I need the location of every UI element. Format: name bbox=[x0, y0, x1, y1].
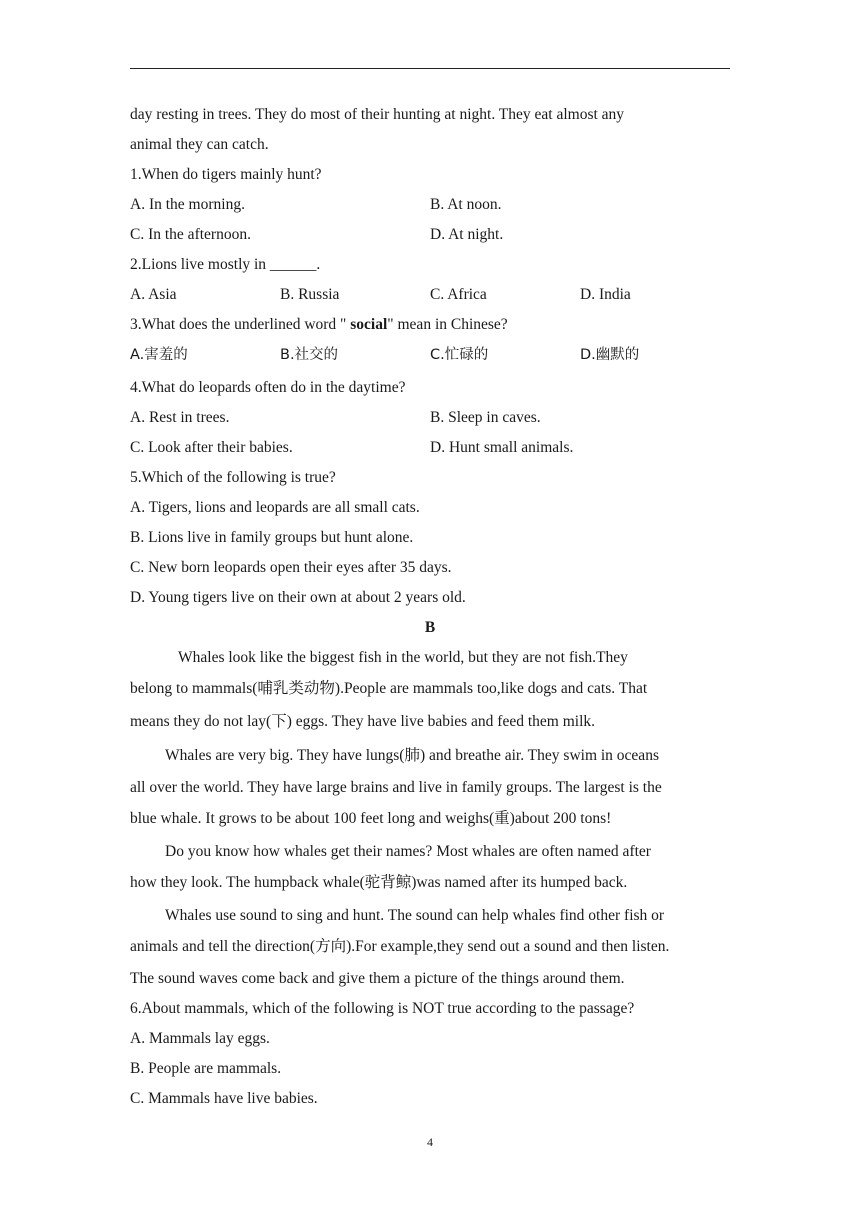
q6-option-b: B. People are mammals. bbox=[130, 1060, 282, 1077]
q3-stem-post: " mean in Chinese? bbox=[387, 316, 508, 333]
passage-b-line: Whales are very big. They have lungs(肺) and breathe air. They swim in oceans bbox=[165, 747, 659, 764]
passage-b-line: Whales look like the biggest fish in the world, but they are not fish.They bbox=[178, 649, 628, 666]
q3-option-c: C.忙碌的 bbox=[430, 347, 489, 363]
passage-b-line: The sound waves come back and give them a picture of the things around them. bbox=[130, 970, 625, 987]
q3-stem-pre: 3.What does the underlined word " bbox=[130, 316, 351, 333]
passage-b-line: animals and tell the direction(方向).For example,they send out a sound and then listen. bbox=[130, 938, 670, 955]
passage-line: animal they can catch. bbox=[130, 136, 269, 153]
q5-option-c: C. New born leopards open their eyes after 35 days. bbox=[130, 559, 452, 576]
passage-b-line: blue whale. It grows to be about 100 feet long and weighs(重)about 200 tons! bbox=[130, 810, 612, 827]
page-number: 4 bbox=[427, 1135, 433, 1149]
q3-option-b: B.社交的 bbox=[280, 347, 339, 363]
q1-option-d: D. At night. bbox=[430, 226, 504, 243]
passage-b-line: means they do not lay(下) eggs. They have live babies and feed them milk. bbox=[130, 713, 596, 730]
question-6-stem: 6.About mammals, which of the following is NOT true according to the passage? bbox=[130, 1000, 635, 1017]
q2-option-d: D. India bbox=[580, 286, 631, 303]
question-1-stem: 1.When do tigers mainly hunt? bbox=[130, 166, 322, 183]
section-b-heading: B bbox=[424, 619, 436, 636]
question-2-stem: 2.Lions live mostly in ______. bbox=[130, 256, 321, 273]
passage-b-line: Do you know how whales get their names? Most whales are often named after bbox=[165, 843, 651, 860]
q4-option-c: C. Look after their babies. bbox=[130, 439, 293, 456]
q4-option-d: D. Hunt small animals. bbox=[430, 439, 574, 456]
q1-option-b: B. At noon. bbox=[430, 196, 502, 213]
q2-option-a: A. Asia bbox=[130, 286, 177, 303]
q6-option-c: C. Mammals have live babies. bbox=[130, 1090, 318, 1107]
passage-b-line: belong to mammals(哺乳类动物).People are mammals too,like dogs and cats. That bbox=[130, 680, 648, 697]
question-3-stem bbox=[130, 315, 508, 335]
q3-option-a: A.害羞的 bbox=[130, 347, 188, 363]
q1-option-c: C. In the afternoon. bbox=[130, 226, 251, 243]
q4-option-a: A. Rest in trees. bbox=[130, 409, 230, 426]
q1-option-a: A. In the morning. bbox=[130, 196, 245, 213]
q2-option-c: C. Africa bbox=[430, 286, 487, 303]
question-5-stem: 5.Which of the following is true? bbox=[130, 469, 336, 486]
q5-option-d: D. Young tigers live on their own at about 2 years old. bbox=[130, 589, 466, 606]
q2-option-b: B. Russia bbox=[280, 286, 340, 303]
passage-line: day resting in trees. They do most of their hunting at night. They eat almost any bbox=[130, 106, 625, 123]
q3-option-d: D.幽默的 bbox=[580, 347, 640, 363]
passage-b-line: Whales use sound to sing and hunt. The sound can help whales find other fish or bbox=[165, 907, 665, 924]
passage-b-line: how they look. The humpback whale(驼背鲸)was named after its humped back. bbox=[130, 874, 628, 891]
header-rule bbox=[130, 68, 730, 69]
q5-option-b: B. Lions live in family groups but hunt alone. bbox=[130, 529, 414, 546]
q5-option-a: A. Tigers, lions and leopards are all small cats. bbox=[130, 499, 420, 516]
question-4-stem: 4.What do leopards often do in the daytime? bbox=[130, 379, 406, 396]
q4-option-b: B. Sleep in caves. bbox=[430, 409, 541, 426]
passage-b-line: all over the world. They have large brains and live in family groups. The largest is the bbox=[130, 779, 662, 796]
q3-stem-word: social bbox=[350, 316, 388, 333]
q6-option-a: A. Mammals lay eggs. bbox=[130, 1030, 270, 1047]
